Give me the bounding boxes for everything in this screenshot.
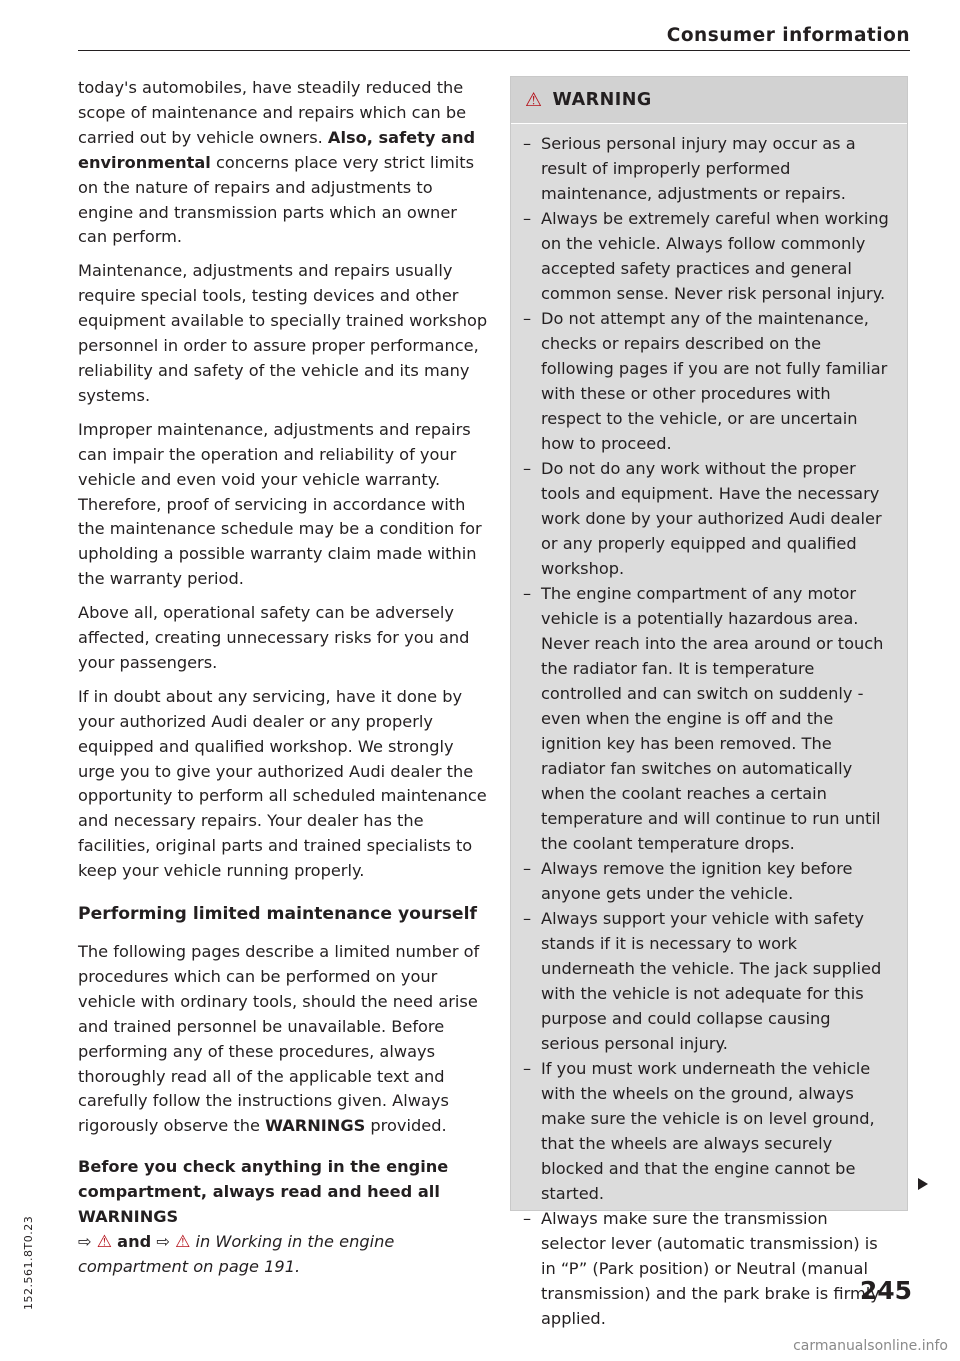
page-number: 245 xyxy=(859,1276,912,1305)
p1-text-end: concerns place very strict limits on the nature of repairs and adjustments to engine and transmission parts which an owner can perform. xyxy=(78,152,475,247)
warning-item: – Serious personal injury may occur as a result of improperly performed maintenance, adjustments or repairs. xyxy=(523,131,891,206)
warning-item: – If you must work underneath the vehicle with the wheels on the ground, always make sure the vehicle is on level ground, that the wheels are always securely blocked and that the engine cannot be started. xyxy=(523,1056,891,1206)
paragraph-4: Above all, operational safety can be adversely affected, creating unnecessary risks for you and your passengers. xyxy=(78,603,470,672)
warning-item: – Always support your vehicle with safety stands if it is necessary to work underneath the vehicle. The jack supplied with the vehicle is not adequate for this purpose and could collapse causing serious personal injury. xyxy=(523,906,891,1056)
header-rule xyxy=(78,50,910,51)
paragraph-1 xyxy=(78,76,488,250)
warning-triangle-icon: ⚠ xyxy=(525,89,543,111)
paragraph-6 xyxy=(78,940,488,1139)
warning-item: – Always be extremely careful when working on the vehicle. Always follow commonly accepted safety practices and general common sense. Never risk personal injury. xyxy=(523,206,891,306)
warning-item: – The engine compartment of any motor vehicle is a potentially hazardous area. Never reach into the area around or touch the radiator fan. It is temperature controlled and can switch on suddenly - even when the engine is off and the ignition key has been removed. The radiator fan switches on automatically when the coolant reaches a certain temperature and will continue to run until the coolant temperature drops. xyxy=(523,581,891,856)
xref-text: in Working in the engine compartment on page 191. xyxy=(78,1231,395,1276)
warning-item: – Do not do any work without the proper tools and equipment. Have the necessary work done by your authorized Audi dealer or any properly equipped and qualified workshop. xyxy=(523,456,891,581)
p1-text: today's automobiles, have steadily reduced the scope of maintenance and repairs which can be carried out by vehicle owners. xyxy=(78,78,467,147)
continue-arrow-icon xyxy=(918,1178,928,1190)
paragraph-5: If in doubt about any servicing, have it done by your authorized Audi dealer or any properly equipped and qualified workshop. We strongly urge you to give your authorized Audi dealer the opportunity to perform all scheduled maintenance and necessary repairs. Your dealer has the facilities, original parts and trained specialists to keep your vehicle running properly. xyxy=(78,686,487,881)
warning-item: – Always make sure the transmission selector lever (automatic transmission) is in “P” (Park position) or Neutral (manual transmission) and the park brake is firmly applied. xyxy=(523,1206,891,1331)
paragraph-7: Before you check anything in the engine compartment, always read and heed all WARNINGS xyxy=(78,1157,449,1227)
warning-list xyxy=(511,124,907,1331)
paragraph-2: Maintenance, adjustments and repairs usually require special tools, testing devices and other equipment available to specially trained workshop personnel in order to assure proper performance, reliability and safety of the vehicle and its many systems. xyxy=(78,261,488,405)
warning-item: – Always remove the ignition key before anyone gets under the vehicle. xyxy=(523,856,891,906)
xref-and: and xyxy=(117,1231,152,1251)
cross-reference[interactable] xyxy=(78,1230,488,1280)
p1-bold: Also, safety and environmental xyxy=(78,127,476,172)
left-column xyxy=(78,76,488,1280)
warning-item: – Do not attempt any of the maintenance, checks or repairs described on the following pages if you are not fully familiar with these or other procedures with respect to the vehicle, or are uncertain how to proceed. xyxy=(523,306,891,456)
warning-title: WARNING xyxy=(552,90,652,110)
watermark: carmanualsonline.info xyxy=(793,1338,948,1354)
arrow-icon: ⇨ xyxy=(156,1231,170,1251)
arrow-icon: ⇨ xyxy=(78,1231,92,1251)
section-title: Consumer information xyxy=(666,25,910,46)
p6-text-end: provided. xyxy=(365,1116,447,1136)
paragraph-3: Improper maintenance, adjustments and repairs can impair the operation and reliability of your vehicle and even void your vehicle warranty. Therefore, proof of servicing in accordance with the maintenance schedule may be a condition for upholding a possible warranty claim made within the warranty period. xyxy=(78,419,482,589)
warning-triangle-icon: ⚠ xyxy=(175,1231,191,1252)
p6-text: The following pages describe a limited number of procedures which can be performed on your vehicle with ordinary tools, should the need arise and trained personnel be unavailable. Before performing any of these procedures, always thoroughly read all of the applicable text and carefully follow the instructions given. Always rigorously observe the xyxy=(78,942,480,1136)
document-code: 152.561.8T0.23 xyxy=(22,1215,35,1310)
warning-triangle-icon: ⚠ xyxy=(96,1231,112,1252)
subheading: Performing limited maintenance yourself xyxy=(78,904,477,925)
warning-header xyxy=(511,77,907,124)
p6-bold: WARNINGS xyxy=(265,1116,366,1136)
